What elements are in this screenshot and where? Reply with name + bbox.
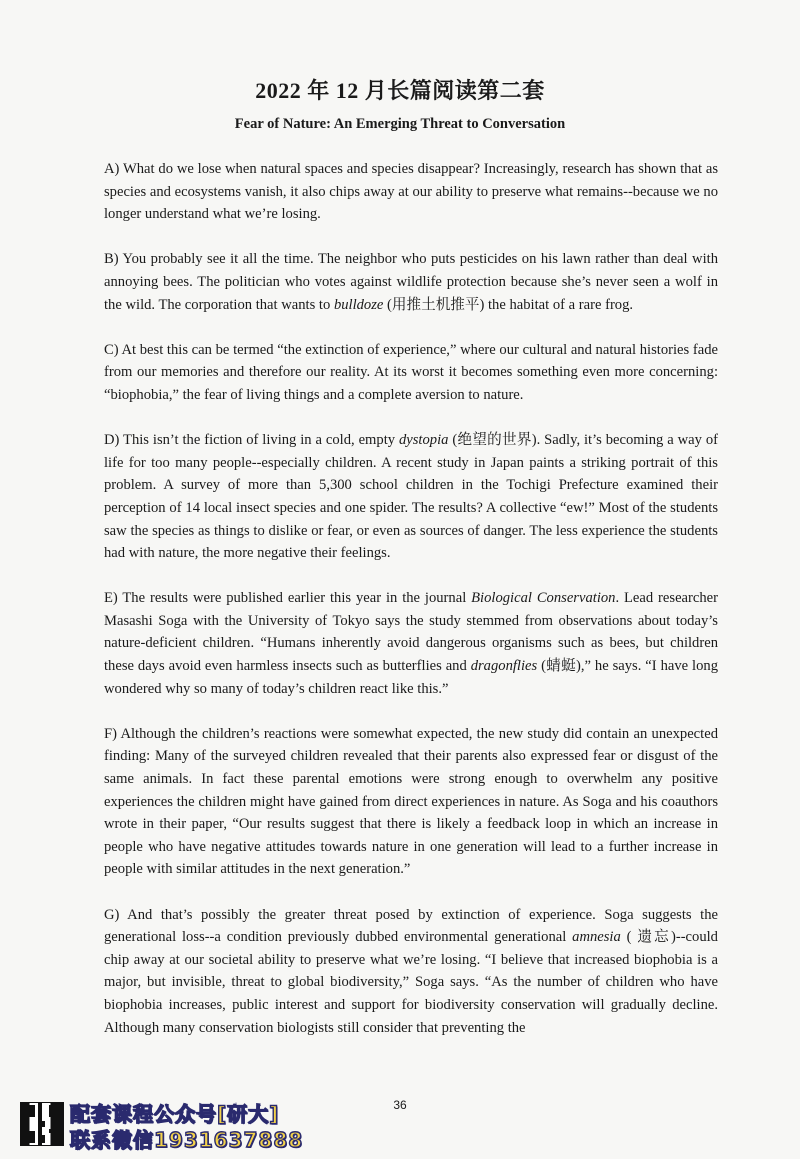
paragraph-g-text: G) And that’s possibly the greater threat posed by extinction of experience. Soga suggests the generational loss--a condition previously dubbed environmental generational <box>104 906 718 946</box>
qr-code-icon <box>20 1102 64 1146</box>
paragraph-f: F) Although the children’s reactions were somewhat expected, the new study did contain an unexpected finding: Many of the surveyed children revealed that their parents also expressed fear or disgust of the same animals. In fact these parental emotions were strong enough to overwhelm any positive experiences the children might have gained from direct experiences in nature. As Soga and his coauthors wrote in their paper, “Our results suggest that there is likely a feedback loop in which an increase in people who have negative attitudes towards nature in one generation will lead to a further increase in people with similar attitudes in the next generation.” <box>104 725 718 878</box>
paragraph-d-text-end: (绝望的世界). Sadly, it’s becoming a way of life for too many people--especially children. A recent study in Japan paints a striking portrait of this problem. A survey of more than 5,300 school children in the Tochigi Prefecture examined their perception of 14 local insect species and one spider. The results? A collective “ew!” Most of the students saw the species as things to dislike or fear, or even as sources of danger. The less experience the students had with nature, the more negative their feelings. <box>104 432 718 562</box>
paragraph-e-italic-journal: Biological Conservation <box>471 590 616 607</box>
paragraph-b-text: B) You probably see it all the time. The neighbor who puts pesticides on his lawn rather than deal with annoying bees. The politician who votes against wildlife protection because she’s never seen a wolf in the wild. The corporation that wants to <box>104 251 718 313</box>
page-title: 2022 年 12 月长篇阅读第二套 <box>255 78 545 103</box>
article-body <box>104 158 718 1062</box>
paragraph-e-text: E) The results were published earlier this year in the journal <box>104 590 472 607</box>
paragraph-b-italic: bulldoze <box>333 296 384 313</box>
paragraph-c: C) At best this can be termed “the extinction of experience,” where our cultural and natural histories fade from our memories and therefore our reality. At its worst it becomes something even more concerning: “biophobia,” the fear of living things and a complete aversion to nature. <box>104 341 718 403</box>
paragraph-d <box>104 429 718 565</box>
paragraph-e-italic-word: dragonflies <box>470 658 538 675</box>
watermark-line-2: 联系微信1931637888 <box>70 1128 304 1152</box>
paragraph-d-text: D) This isn’t the fiction of living in a cold, empty <box>104 432 399 449</box>
paragraph-b <box>104 248 718 316</box>
paragraph-d-italic: dystopia <box>398 432 449 449</box>
paragraph-b-text-end: (用推土机推平) the habitat of a rare frog. <box>383 296 634 313</box>
paragraph-e-text-end: (蜻蜓),” he says. “I have long wondered why so many of today’s children react like this.” <box>104 658 718 697</box>
paragraph-g-text-end: ( 遗忘)--could chip away at our societal ability to preserve what we’re losing. “I believe that increased biophobia is a major, but invisible, threat to global biodiversity,” Soga says. “As the number of children who have biophobia increases, public interest and support for biodiversity conservation will gradually decline. Although many conservation biologists still consider that preventing the <box>104 929 718 1036</box>
watermark <box>20 1098 320 1150</box>
watermark-line-1: 配套课程公众号[研大] <box>70 1102 280 1126</box>
paragraph-e <box>104 587 718 700</box>
paragraph-a: A) What do we lose when natural spaces and species disappear? Increasingly, research has shown that as species and ecosystems vanish, it also chips away at our ability to preserve what remains--because we no longer understand what we’re losing. <box>104 161 718 223</box>
paragraph-g-italic: amnesia <box>572 929 621 946</box>
page-number: 36 <box>393 1098 407 1112</box>
paragraph-e-text-mid: . Lead researcher Masashi Soga with the University of Tokyo says the study stemmed from observations about today’s nature-deficient children. “Humans inherently avoid dangerous organisms such as bees, but children these days avoid even harmless insects such as butterflies and <box>104 590 718 675</box>
paragraph-g <box>104 904 718 1040</box>
article-subtitle: Fear of Nature: An Emerging Threat to Conversation <box>234 116 566 132</box>
